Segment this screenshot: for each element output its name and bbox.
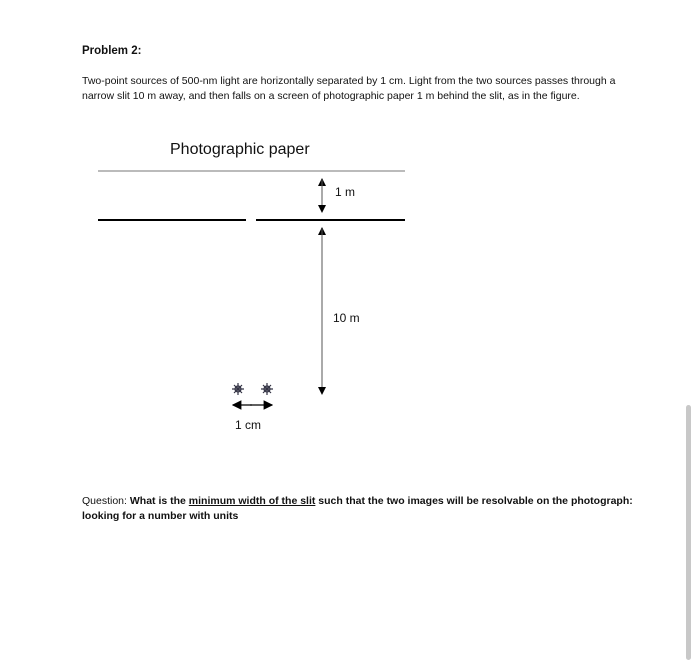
scrollbar[interactable]	[686, 405, 691, 660]
light-source-icon	[232, 383, 273, 395]
question-underlined: minimum width of the slit	[188, 495, 316, 507]
question-bold-1: What is the	[129, 495, 189, 507]
photographic-paper-label: Photographic paper	[170, 141, 310, 158]
distance-label-10m: 10 m	[333, 311, 360, 325]
question-bold-2: such that the two images will be resolvable on the photograph:	[315, 495, 633, 507]
problem-title: Problem 2:	[82, 45, 142, 57]
problem-text-line1: Two-point sources of 500-nm light are horizontally separated by 1 cm. Light from the two sources passes through a	[82, 75, 616, 87]
question-line2: looking for a number with units	[82, 510, 239, 522]
question-prefix: Question:	[82, 495, 130, 507]
separation-label: 1 cm	[235, 418, 262, 432]
question-line1	[82, 494, 633, 509]
distance-label-1m: 1 m	[335, 185, 356, 199]
problem-text-line2: narrow slit 10 m away, and then falls on a screen of photographic paper 1 m behind the slit, as in the figure.	[82, 90, 580, 102]
